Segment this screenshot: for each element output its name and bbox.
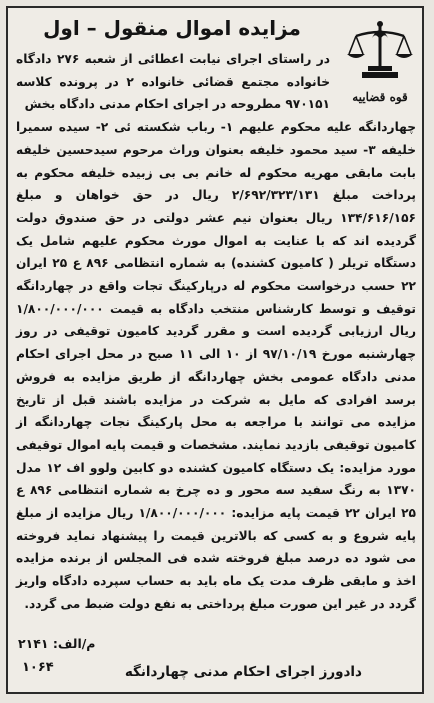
- notice-number: ۱۰۶۴: [22, 660, 54, 675]
- notice-paragraph: چهاردانگه علیه محکوم علیهم ۱- رباب شکسته ئی ۲- سیده سمیرا خلیفه ۳- سید محمود خلیفه بعنوان وراث مرحوم سیدحسین خلیفه بابت مابقی مهریه محکوم له خانم بی بی زبیده خلیفه محکوم به پرداخت مبلغ ۲/۶۹۲/۳۲۳/۱۳۱ ریال در حق خواهان و مبلغ ۱۳۴/۶۱۶/۱۵۶ ریال بعنوان نیم عشر دولتی در حق صندوق دولت گردیده اند که با عنایت به اموال مورث محکوم علیهم شامل یک دستگاه تریلر ( کامیون کشنده) به شماره انتظامی ۸۹۶ ع ۲۵ ایران ۲۲ حسب درخواست محکوم له درپارکینگ تجات واقع در چهاردانگه توقیف و توسط کارشناس منتخب دادگاه به قیمت ۱/۸۰۰/۰۰۰/۰۰۰ ریال ارزیابی گردیده است و مقرر گردید کامیون توقیفی در روز چهارشنبه مورخ ۹۷/۱۰/۱۹ از ۱۰ الی ۱۱ صبح در محل اجرای احکام مدنی دادگاه عمومی بخش چهاردانگه از طریق مزایده به فروش برسد افرادی که مایل به شرکت در مزایده باشند قبل از تاریخ مزایده می توانند با مراجعه به محل پارکینگ نجات چهاردانگه از کامیون توقیفی بازدید نمایند. مشخصات و قیمت پایه اموال توقیفی مورد مزایده: یک دستگاه کامیون کشنده دو کابین ولوو اف ۱۲ مدل ۱۳۷۰ به رنگ سفید سه محور و ده چرخ به شماره انتظامی ۸۹۶ ع ۲۵ ایران ۲۲ قیمت پایه مزایده: ۱/۸۰۰/۰۰۰/۰۰۰ ریال مزایده از مبلغ پایه شروع و به کسی که بالاترین قیمت را پیشنهاد نماید فروخته می شود ده درصد مبلغ فروخته شده فی المجلس از برنده مزایده اخذ و مابقی ظرف مدت یک ماه باید به حساب سپرده دادگاه واریز گردد در غیر این صورت مبلغ پرداختی به نفع دولت ضبط می گردد.: [16, 120, 416, 611]
- notice-intro: در راستای اجرای نیابت اعطائی از شعبه ۲۷۶ دادگاه خانواده مجتمع قضائی خانواده ۲ در پرونده کلاسه ۹۷۰۱۵۱ مطروحه در اجرای احکام مدنی دادگاه بخش: [16, 52, 330, 112]
- notice-title: مزایده اموال منقول – اول: [43, 16, 301, 40]
- auction-notice: [6, 6, 424, 694]
- signature-line: دادورز اجرای احکام مدنی چهاردانگه: [124, 664, 362, 680]
- emblem-caption: قوه قضاییه: [352, 90, 408, 104]
- reference-number: م/الف: ۲۱۴۱: [18, 636, 96, 651]
- notice-body: [16, 48, 416, 616]
